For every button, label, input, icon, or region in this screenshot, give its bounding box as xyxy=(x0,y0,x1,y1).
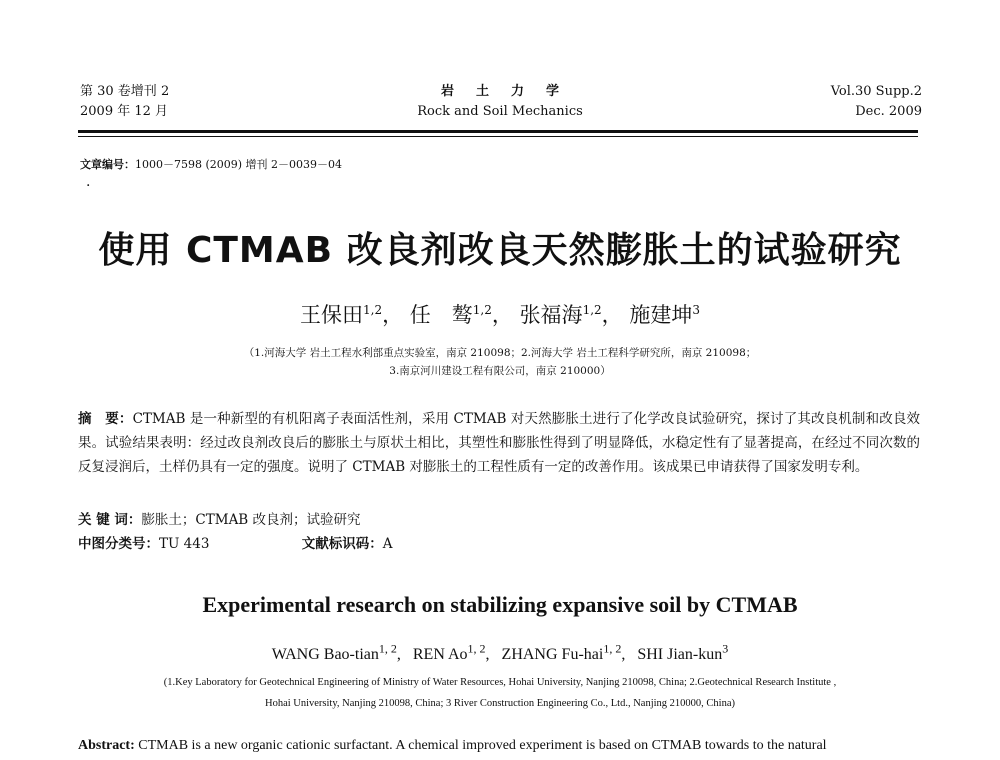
doc-code-value: A xyxy=(382,536,393,552)
doc-code-label: 文献标识码： xyxy=(301,536,383,552)
abstract-cn xyxy=(78,407,920,479)
abstract-cn-label: 摘 要： xyxy=(78,411,133,427)
affiliations-cn xyxy=(0,344,1000,380)
author-cn xyxy=(300,303,403,327)
header-rule-thin xyxy=(78,136,918,137)
author-sep: ， xyxy=(491,303,513,327)
issue-date-en: Dec. 2009 xyxy=(855,104,922,119)
author-affil: 1, 2 xyxy=(603,642,622,656)
author-name: 王保田 xyxy=(300,303,363,327)
author-affil: 1,2 xyxy=(582,303,602,317)
journal-name-en: Rock and Soil Mechanics xyxy=(417,104,583,119)
stray-mark: · xyxy=(86,178,91,194)
author-cn xyxy=(520,303,623,327)
article-number xyxy=(80,156,342,172)
volume-issue: 第 30 卷增刊 2 xyxy=(80,84,170,99)
keywords-text: 膨胀土；CTMAB 改良剂；试验研究 xyxy=(141,512,361,528)
author-name: 张福海 xyxy=(519,303,583,327)
author-en xyxy=(501,642,638,664)
author-cn xyxy=(410,303,513,327)
article-number-label: 文章编号： xyxy=(80,158,135,171)
author-cn xyxy=(629,303,700,327)
author-affil: 1,2 xyxy=(363,303,383,317)
title-cn: 使用 CTMAB 改良剂改良天然膨胀土的试验研究 xyxy=(98,230,902,271)
author-name: 任 骜 xyxy=(409,303,473,327)
author-affil: 1,2 xyxy=(472,303,492,317)
affiliation-line: 3.南京河川建设工程有限公司，南京 210000） xyxy=(389,365,611,377)
author-name: ZHANG Fu-hai xyxy=(501,646,604,664)
affiliation-line: Hohai University, Nanjing 210098, China; 3 River Construction Engineering Co., Ltd., Nanjing 210000, China) xyxy=(264,698,735,709)
header-right xyxy=(831,82,922,122)
author-affil: 1, 2 xyxy=(467,642,486,656)
affiliation-line: （1.河海大学 岩土工程水利部重点实验室，南京 210098；2.河海大学 岩土工程科学研究所，南京 210098； xyxy=(243,347,757,359)
article-number-value: 1000－7598 (2009) 增刊 2－0039－04 xyxy=(135,158,343,171)
author-affil: 1, 2 xyxy=(378,642,397,656)
issue-date: 2009 年 12 月 xyxy=(80,104,169,119)
affiliation-line: (1.Key Laboratory for Geotechnical Engineering of Ministry of Water Resources, Hohai University, Nanjing 210098, China; 2.Geotechnical Research Institute , xyxy=(163,677,837,688)
classification xyxy=(78,532,393,552)
journal-name-cn: 岩土力学 xyxy=(440,84,581,99)
authors-cn xyxy=(0,299,1000,329)
author-sep: , xyxy=(396,646,413,664)
author-affil: 3 xyxy=(722,642,729,656)
author-name: WANG Bao-tian xyxy=(271,646,379,664)
authors-en xyxy=(0,642,1000,664)
author-sep: ， xyxy=(382,303,404,327)
title-en: Experimental research on stabilizing expansive soil by CTMAB xyxy=(202,592,798,617)
header-rule-thick xyxy=(78,130,918,133)
clc-value: TU 443 xyxy=(159,536,210,552)
keywords-cn xyxy=(78,508,361,528)
abstract-en xyxy=(78,734,920,758)
author-en xyxy=(271,642,413,664)
author-sep: , xyxy=(621,646,638,664)
abstract-cn-text: CTMAB 是一种新型的有机阳离子表面活性剂，采用 CTMAB 对天然膨胀土进行了化学改良试验研究，探讨了其改良机制和改良效果。试验结果表明：经过改良剂改良后的膨胀土与原状土相比，其塑性和膨胀性得到了明显降低，水稳定性有了显著提高，在经过不同次数的反复浸润后，土样仍具有一定的强度。说明了 CTMAB 对膨胀土的工程性质有一定的改善作用。该成果已申请获得了国家发明专利。 xyxy=(78,411,921,475)
author-name: 施建坤 xyxy=(629,303,693,327)
author-en xyxy=(637,642,729,664)
clc-label: 中图分类号： xyxy=(78,536,159,552)
author-affil: 3 xyxy=(692,303,700,317)
volume-supp-en: Vol.30 Supp.2 xyxy=(830,84,922,99)
author-name: SHI Jian-kun xyxy=(637,646,723,664)
author-name: REN Ao xyxy=(412,646,468,664)
author-sep: , xyxy=(485,646,502,664)
author-en xyxy=(412,642,502,664)
abstract-en-text: CTMAB is a new organic cationic surfactant. A chemical improved experiment is based on CTMAB towards to the natural xyxy=(138,738,827,753)
affiliations-en xyxy=(0,672,1000,714)
keywords-label: 关 键 词： xyxy=(78,512,142,528)
abstract-en-label: Abstract: xyxy=(78,738,135,753)
author-sep: ， xyxy=(601,303,623,327)
